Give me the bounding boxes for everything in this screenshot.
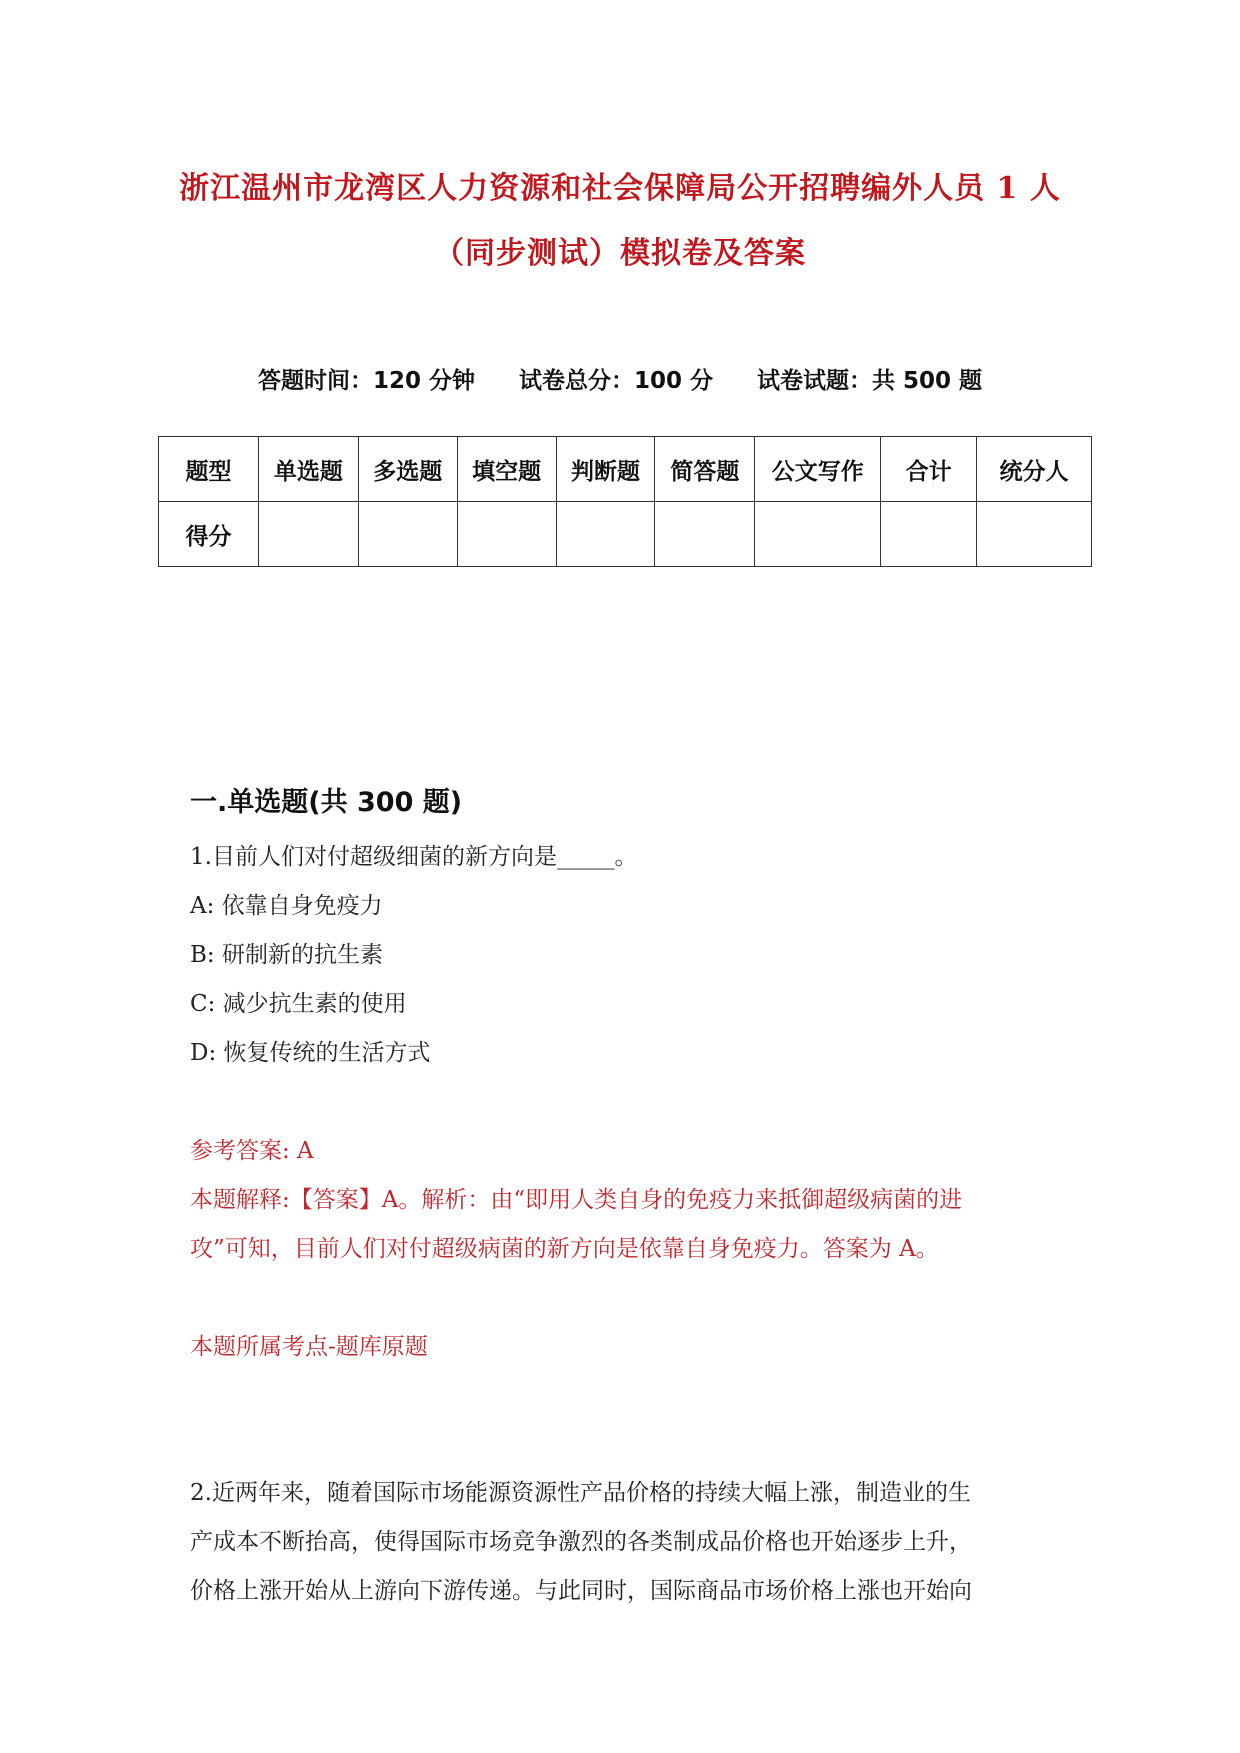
exam-time: 答题时间：120 分钟 bbox=[257, 368, 475, 394]
question-2-line2: 产成本不断抬高，使得国际市场竞争激烈的各类制成品价格也开始逐步上升， bbox=[190, 1529, 972, 1555]
header-cell-writing: 公文写作 bbox=[755, 437, 881, 502]
header-cell-judge: 判断题 bbox=[556, 437, 655, 502]
score-table-score-row bbox=[159, 502, 1092, 567]
question-1-option-a: A: 依靠自身免疫力 bbox=[190, 893, 383, 919]
document-title-line1: 浙江温州市龙湾区人力资源和社会保障局公开招聘编外人员 1 人 bbox=[179, 171, 1061, 206]
question-1-stem: 1.目前人们对付超级细菌的新方向是_____。 bbox=[190, 844, 638, 870]
header-cell-type: 题型 bbox=[159, 437, 259, 502]
question-1-explanation-line1: 本题解释:【答案】A。解析：由“即用人类自身的免疫力来抵御超级病菌的进 bbox=[190, 1187, 963, 1213]
document-title-line2: （同步测试）模拟卷及答案 bbox=[434, 236, 806, 271]
score-cell bbox=[655, 502, 755, 567]
exam-meta bbox=[0, 362, 1240, 395]
section-heading: 一.单选题(共 300 题) bbox=[190, 787, 463, 818]
score-cell bbox=[258, 502, 358, 567]
score-cell bbox=[457, 502, 556, 567]
question-1-option-b: B: 研制新的抗生素 bbox=[190, 942, 383, 968]
question-1-answer: 参考答案: A bbox=[190, 1138, 314, 1164]
score-table bbox=[158, 436, 1092, 567]
exam-total-score: 试卷总分：100 分 bbox=[518, 368, 714, 394]
score-table-header-row bbox=[159, 437, 1092, 502]
score-cell bbox=[358, 502, 457, 567]
question-2-line1: 2.近两年来，随着国际市场能源资源性产品价格的持续大幅上涨，制造业的生 bbox=[190, 1480, 971, 1506]
question-1-option-c: C: 减少抗生素的使用 bbox=[190, 991, 407, 1017]
header-cell-fill: 填空题 bbox=[457, 437, 556, 502]
score-row-label: 得分 bbox=[159, 502, 259, 567]
header-cell-short: 简答题 bbox=[655, 437, 755, 502]
score-cell bbox=[881, 502, 977, 567]
header-cell-total: 合计 bbox=[881, 437, 977, 502]
exam-question-count: 试卷试题：共 500 题 bbox=[757, 368, 983, 394]
header-cell-single: 单选题 bbox=[258, 437, 358, 502]
question-1-explanation-line2: 攻”可知，目前人们对付超级病菌的新方向是依靠自身免疫力。答案为 A。 bbox=[190, 1236, 939, 1262]
question-1-option-d: D: 恢复传统的生活方式 bbox=[190, 1040, 431, 1066]
score-cell bbox=[755, 502, 881, 567]
header-cell-grader: 统分人 bbox=[977, 437, 1092, 502]
question-2-line3: 价格上涨开始从上游向下游传递。与此同时，国际商品市场价格上涨也开始向 bbox=[190, 1578, 972, 1604]
score-cell bbox=[977, 502, 1092, 567]
header-cell-multi: 多选题 bbox=[358, 437, 457, 502]
score-cell bbox=[556, 502, 655, 567]
question-1-knowledge-point: 本题所属考点-题库原题 bbox=[190, 1334, 428, 1360]
